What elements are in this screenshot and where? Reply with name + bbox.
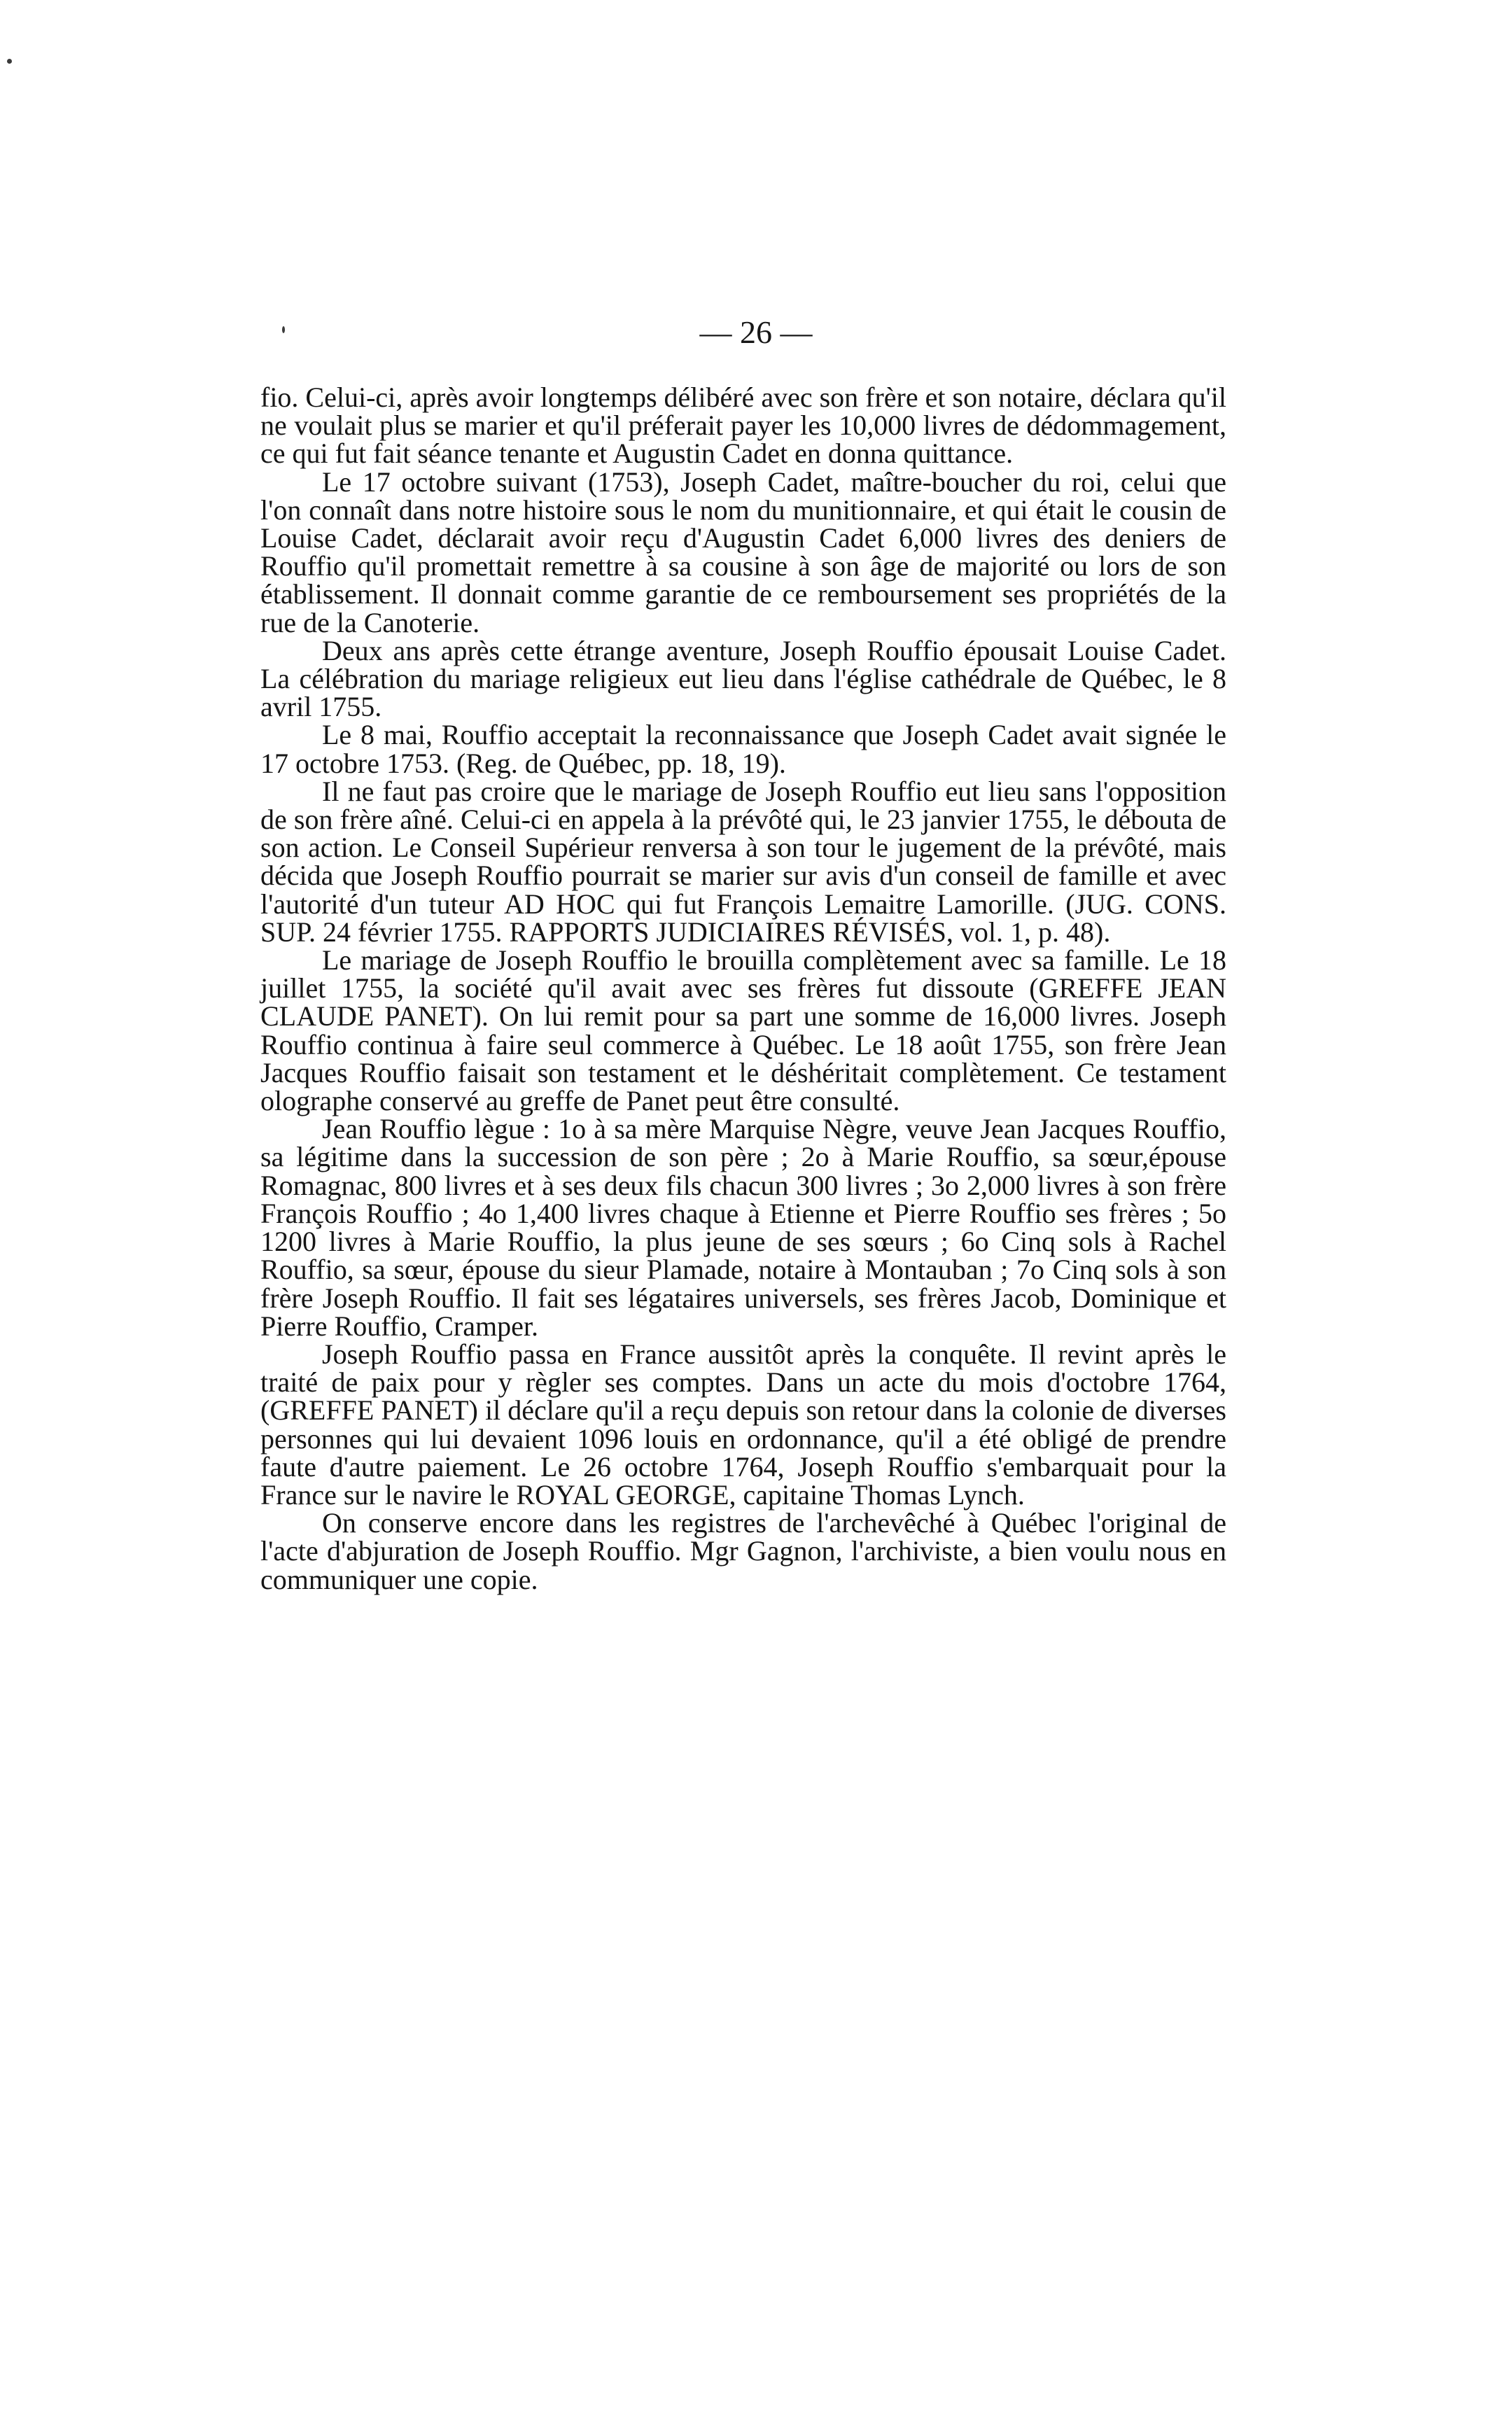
- paragraph: Le 8 mai, Rouffio acceptait la reconnaissance que Joseph Cadet avait signée le 17 octobre 1753. (Reg. de Québec, pp. 18, 19).: [260, 719, 1226, 779]
- paragraph: Le 17 octobre suivant (1753), Joseph Cadet, maître-boucher du roi, celui que l'on connaît dans notre histoire sous le nom du munitionnaire, et qui était le cousin de Louise Cadet, déclarait avoir reçu d'Augustin Cadet 6,000 livres des deniers de Rouffio qu'il promettait remettre à sa cousine à son âge de majorité ou lors de son établissement. Il donnait comme garantie de ce remboursement ses propriétés de la rue de la Canoterie.: [260, 465, 1226, 638]
- body-text: [260, 381, 1226, 1595]
- paragraph: fio. Celui-ci, après avoir longtemps délibéré avec son frère et son notaire, déclara qu'il ne voulait plus se marier et qu'il préferait payer les 10,000 livres de dédommagement, ce qui fut fait séance tenante et Augustin Cadet en donna quittance.: [260, 381, 1226, 470]
- paragraph: Il ne faut pas croire que le mariage de Joseph Rouffio eut lieu sans l'opposition de son frère aîné. Celui-ci en appela à la prévôté qui, le 23 janvier 1755, le débouta de son action. Le Conseil Supérieur renversa à son tour le jugement de la prévôté, mais décida que Joseph Rouffio pourrait se marier sur avis d'un conseil de famille et avec l'autorité d'un tuteur AD HOC qui fut François Lemaitre Lamorille. (JUG. CONS. SUP. 24 février 1755. RAPPORTS JUDICIAIRES RÉVISÉS, vol. 1, p. 48).: [260, 775, 1226, 948]
- paragraph: Jean Rouffio lègue : 1o à sa mère Marquise Nègre, veuve Jean Jacques Rouffio, sa légitime dans la succession de son père ; 2o à Marie Rouffio, sa sœur,épouse Romagnac, 800 livres et à ses deux fils chacun 300 livres ; 3o 2,000 livres à son frère François Rouffio ; 4o 1,400 livres chaque à Etienne et Pierre Rouffio ses frères ; 5o 1200 livres à Marie Rouffio, la plus jeune de ses sœurs ; 6o Cinq sols à Rachel Rouffio, sa sœur, épouse du sieur Plamade, notaire à Montauban ; 7o Cinq sols à son frère Joseph Rouffio. Il fait ses légataires universels, ses frères Jacob, Dominique et Pierre Rouffio, Cramper.: [260, 1113, 1226, 1342]
- paragraph: Deux ans après cette étrange aventure, Joseph Rouffio épousait Louise Cadet. La célébration du mariage religieux eut lieu dans l'église cathédrale de Québec, le 8 avril 1755.: [260, 634, 1226, 723]
- margin-speck: [7, 59, 12, 64]
- paragraph: Le mariage de Joseph Rouffio le brouilla complètement avec sa famille. Le 18 juillet 1755, la société qu'il avait avec ses frères fut dissoute (GREFFE JEAN CLAUDE PANET). On lui remit pour sa part une somme de 16,000 livres. Joseph Rouffio continua à faire seul commerce à Québec. Le 18 août 1755, son frère Jean Jacques Rouffio faisait son testament et le déshéritait complètement. Ce testament olographe conservé au greffe de Panet peut être consulté.: [260, 944, 1226, 1117]
- paragraph: Joseph Rouffio passa en France aussitôt après la conquête. Il revint après le traité de paix pour y règler ses comptes. Dans un acte du mois d'octobre 1764, (GREFFE PANET) il déclare qu'il a reçu depuis son retour dans la colonie de diverses personnes qui lui devaient 1096 louis en ordonnance, qu'il a été obligé de prendre faute d'autre paiement. Le 26 octobre 1764, Joseph Rouffio s'embarquait pour la France sur le navire le ROYAL GEORGE, capitaine Thomas Lynch.: [260, 1338, 1226, 1511]
- paragraph: On conserve encore dans les registres de l'archevêché à Québec l'original de l'acte d'abjuration de Joseph Rouffio. Mgr Gagnon, l'archiviste, a bien voulu nous en communiquer une copie.: [260, 1507, 1226, 1595]
- page-number: — 26 —: [699, 314, 813, 350]
